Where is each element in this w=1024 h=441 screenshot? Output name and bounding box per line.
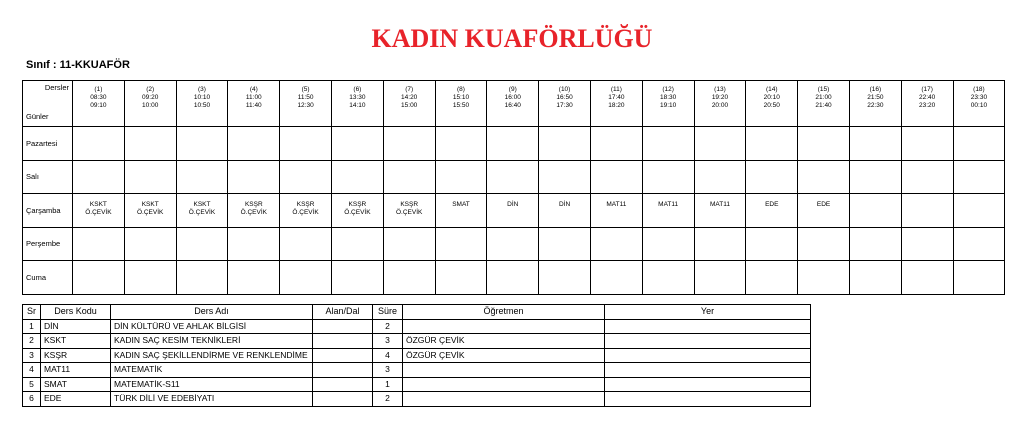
period-number: (10)	[558, 86, 571, 93]
lesson-name: KADIN SAÇ KESİM TEKNİKLERİ	[111, 334, 313, 349]
lesson-row	[23, 348, 811, 363]
duration: 3	[373, 334, 403, 349]
schedule-cell	[539, 160, 591, 194]
lesson-name: TÜRK DİLİ VE EDEBİYATI	[111, 392, 313, 407]
day-name: Perşembe	[23, 227, 73, 261]
day-row	[23, 160, 1005, 194]
schedule-cell	[798, 127, 850, 161]
lesson-code: DİN	[41, 319, 111, 334]
schedule-cell	[746, 227, 798, 261]
day-name: Pazartesi	[23, 127, 73, 161]
schedule-cell	[280, 194, 332, 228]
column-header: Süre	[373, 305, 403, 320]
day-row	[23, 127, 1005, 161]
lesson-code: MAT11	[41, 363, 111, 378]
schedule-cell	[73, 227, 125, 261]
schedule-cell	[176, 194, 228, 228]
schedule-cell	[487, 194, 539, 228]
period-number: (14)	[765, 86, 778, 93]
location	[605, 319, 811, 334]
lesson-row	[23, 319, 811, 334]
schedule-cell	[73, 194, 125, 228]
period-start-time: 21:50	[867, 94, 884, 101]
period-number: (4)	[249, 86, 258, 93]
schedule-cell	[228, 160, 280, 194]
schedule-cell	[590, 227, 642, 261]
period-number: (9)	[508, 86, 517, 93]
schedule-cell	[849, 160, 901, 194]
lesson-entry	[332, 194, 383, 217]
field-branch	[313, 363, 373, 378]
period-start-time: 15:10	[452, 94, 470, 101]
lesson-code: EDE	[816, 201, 831, 208]
duration: 3	[373, 363, 403, 378]
column-header: Yer	[605, 305, 811, 320]
schedule-cell	[280, 261, 332, 295]
schedule-cell	[590, 160, 642, 194]
row-number: 4	[23, 363, 41, 378]
duration: 2	[373, 319, 403, 334]
lesson-table-header	[23, 305, 811, 320]
weekly-schedule-table	[22, 80, 1005, 295]
days-label: Günler	[26, 112, 49, 121]
day-name: Cuma	[23, 261, 73, 295]
period-header	[73, 81, 125, 127]
period-header	[539, 81, 591, 127]
schedule-cell	[798, 227, 850, 261]
lesson-entry	[436, 194, 487, 209]
lesson-entry	[73, 194, 124, 217]
period-end-time: 16:40	[504, 102, 521, 109]
period-header	[435, 81, 487, 127]
schedule-cell	[487, 227, 539, 261]
location	[605, 377, 811, 392]
lesson-code: DİN	[507, 201, 519, 208]
period-number: (17)	[921, 86, 933, 93]
schedule-cell	[435, 127, 487, 161]
schedule-cell	[435, 227, 487, 261]
lesson-name: KADIN SAÇ ŞEKİLLENDİRME VE RENKLENDİME	[111, 348, 313, 363]
schedule-cell	[73, 127, 125, 161]
period-number: (6)	[353, 86, 362, 93]
period-number: (18)	[973, 86, 985, 93]
period-start-time: 08:30	[90, 94, 107, 101]
period-number: (5)	[301, 86, 310, 93]
lesson-row	[23, 334, 811, 349]
schedule-cell	[798, 194, 850, 228]
lesson-entry	[695, 194, 746, 209]
period-end-time: 10:50	[193, 102, 211, 109]
schedule-cell	[73, 261, 125, 295]
schedule-cell	[746, 160, 798, 194]
schedule-cell	[642, 227, 694, 261]
schedule-cell	[901, 127, 953, 161]
period-header	[124, 81, 176, 127]
lesson-name: MATEMATİK	[111, 363, 313, 378]
schedule-cell	[124, 227, 176, 261]
field-branch	[313, 348, 373, 363]
lesson-row	[23, 377, 811, 392]
schedule-cell	[849, 127, 901, 161]
period-number: (16)	[869, 86, 882, 93]
day-row	[23, 261, 1005, 295]
period-end-time: 23:20	[919, 102, 936, 109]
schedule-cell	[849, 261, 901, 295]
schedule-cell	[953, 127, 1005, 161]
lesson-code: MAT11	[709, 201, 730, 208]
schedule-cell	[331, 194, 383, 228]
period-header	[331, 81, 383, 127]
lesson-code: SMAT	[41, 377, 111, 392]
period-number: (7)	[405, 86, 414, 93]
schedule-cell	[539, 261, 591, 295]
field-branch	[313, 377, 373, 392]
schedule-cell	[901, 194, 953, 228]
lesson-entry	[591, 194, 642, 209]
lesson-code: KSŞR	[348, 201, 367, 208]
lesson-teacher: Ö.ÇEVİK	[240, 209, 267, 216]
period-end-time: 15:00	[401, 102, 418, 109]
row-number: 2	[23, 334, 41, 349]
schedule-cell	[694, 261, 746, 295]
lesson-teacher: Ö.ÇEVİK	[188, 209, 216, 216]
schedule-cell	[124, 160, 176, 194]
period-start-time: 17:40	[608, 94, 625, 101]
schedule-cell	[590, 194, 642, 228]
schedule-cell	[642, 194, 694, 228]
lesson-teacher: Ö.ÇEVİK	[137, 209, 164, 216]
column-header: Öğretmen	[403, 305, 605, 320]
lesson-code: KSKT	[41, 334, 111, 349]
lesson-code: KSKT	[141, 201, 159, 208]
period-header	[228, 81, 280, 127]
lesson-entry	[228, 194, 279, 217]
period-end-time: 15:50	[452, 102, 470, 109]
day-row	[23, 194, 1005, 228]
column-header: Ders Adı	[111, 305, 313, 320]
period-header	[694, 81, 746, 127]
period-number: (12)	[662, 86, 674, 93]
period-end-time: 22:30	[867, 102, 884, 109]
period-header	[746, 81, 798, 127]
lesson-entry	[384, 194, 435, 217]
schedule-cell	[383, 127, 435, 161]
location	[605, 392, 811, 407]
location	[605, 348, 811, 363]
period-start-time: 20:10	[763, 94, 780, 101]
lesson-entry	[487, 194, 538, 209]
lesson-teacher: Ö.ÇEVİK	[344, 209, 371, 216]
period-number: (8)	[457, 86, 465, 93]
period-end-time: 19:10	[660, 102, 677, 109]
period-start-time: 16:00	[504, 94, 521, 101]
schedule-cell	[383, 194, 435, 228]
period-start-time: 13:30	[349, 94, 366, 101]
schedule-cell	[694, 127, 746, 161]
period-number: (1)	[94, 86, 103, 93]
lesson-row	[23, 363, 811, 378]
schedule-cell	[176, 127, 228, 161]
field-branch	[313, 334, 373, 349]
schedule-cell	[487, 261, 539, 295]
lesson-code: EDE	[41, 392, 111, 407]
schedule-cell	[539, 194, 591, 228]
duration: 2	[373, 392, 403, 407]
schedule-cell	[901, 261, 953, 295]
lesson-entry	[798, 194, 849, 209]
period-number: (13)	[714, 86, 726, 93]
schedule-cell	[953, 261, 1005, 295]
period-end-time: 20:00	[711, 102, 729, 109]
period-end-time: 10:00	[142, 102, 159, 109]
field-branch	[313, 319, 373, 334]
schedule-cell	[124, 127, 176, 161]
schedule-cell	[487, 127, 539, 161]
period-start-time: 21:00	[815, 94, 832, 101]
period-end-time: 09:10	[90, 102, 107, 109]
period-start-time: 10:10	[193, 94, 211, 101]
schedule-cell	[280, 160, 332, 194]
schedule-cell	[331, 160, 383, 194]
lesson-code: KSŞR	[400, 201, 419, 208]
schedule-cell	[331, 227, 383, 261]
schedule-cell	[487, 160, 539, 194]
schedule-cell	[73, 160, 125, 194]
schedule-cell	[228, 261, 280, 295]
schedule-cell	[176, 227, 228, 261]
class-label: Sınıf : 11-KKUAFÖR	[26, 59, 130, 71]
period-header	[953, 81, 1005, 127]
schedule-cell	[228, 227, 280, 261]
schedule-cell	[590, 261, 642, 295]
period-header	[176, 81, 228, 127]
schedule-cell	[435, 261, 487, 295]
teacher-name	[403, 319, 605, 334]
teacher-name	[403, 377, 605, 392]
schedule-cell	[746, 261, 798, 295]
lesson-name: DİN KÜLTÜRÜ VE AHLAK BİLGİSİ	[111, 319, 313, 334]
period-end-time: 12:30	[297, 102, 314, 109]
period-header	[849, 81, 901, 127]
schedule-cell	[746, 194, 798, 228]
period-start-time: 16:50	[556, 94, 573, 101]
lesson-teacher: Ö.ÇEVİK	[292, 209, 319, 216]
period-end-time: 21:40	[815, 102, 832, 109]
lesson-code: MAT11	[658, 201, 679, 208]
column-header: Alan/Dal	[313, 305, 373, 320]
period-end-time: 14:10	[349, 102, 366, 109]
lesson-code: KSŞR	[244, 201, 263, 208]
period-header	[798, 81, 850, 127]
teacher-name	[403, 363, 605, 378]
schedule-cell	[176, 261, 228, 295]
period-header	[383, 81, 435, 127]
period-header	[642, 81, 694, 127]
lesson-code: KSŞR	[41, 348, 111, 363]
schedule-cell	[383, 160, 435, 194]
period-start-time: 11:50	[297, 94, 314, 101]
schedule-cell	[124, 261, 176, 295]
schedule-cell	[228, 194, 280, 228]
lesson-entry	[177, 194, 228, 217]
duration: 4	[373, 348, 403, 363]
schedule-cell	[383, 227, 435, 261]
period-number: (2)	[146, 86, 155, 93]
schedule-cell	[642, 127, 694, 161]
period-start-time: 19:20	[711, 94, 729, 101]
period-start-time: 09:20	[142, 94, 159, 101]
schedule-cell	[228, 127, 280, 161]
schedule-cell	[798, 160, 850, 194]
teacher-name: ÖZGÜR ÇEVİK	[403, 334, 605, 349]
schedule-cell	[435, 160, 487, 194]
lesson-entry	[643, 194, 694, 209]
schedule-cell	[539, 127, 591, 161]
period-start-time: 18:30	[660, 94, 677, 101]
periods-label: Dersler	[44, 83, 69, 92]
schedule-cell	[280, 127, 332, 161]
lesson-code: EDE	[765, 201, 779, 208]
lesson-code: KSKT	[193, 201, 211, 208]
period-end-time: 17:30	[556, 102, 573, 109]
period-header	[901, 81, 953, 127]
schedule-cell	[953, 194, 1005, 228]
schedule-cell	[849, 194, 901, 228]
row-number: 6	[23, 392, 41, 407]
schedule-cell	[642, 160, 694, 194]
schedule-cell	[331, 261, 383, 295]
period-number: (3)	[198, 86, 206, 93]
lesson-code: SMAT	[452, 201, 470, 208]
schedule-header-row	[23, 81, 1005, 127]
day-row	[23, 227, 1005, 261]
row-number: 5	[23, 377, 41, 392]
schedule-cell	[694, 194, 746, 228]
teacher-name	[403, 392, 605, 407]
column-header: Ders Kodu	[41, 305, 111, 320]
period-start-time: 22:40	[919, 94, 936, 101]
row-number: 1	[23, 319, 41, 334]
page-title: KADIN KUAFÖRLÜĞÜ	[371, 24, 653, 53]
lesson-code: KSKT	[89, 201, 107, 208]
period-end-time: 11:40	[245, 102, 262, 109]
schedule-cell	[539, 227, 591, 261]
period-start-time: 11:00	[245, 94, 262, 101]
teacher-name: ÖZGÜR ÇEVİK	[403, 348, 605, 363]
period-start-time: 23:30	[970, 94, 988, 101]
period-header	[280, 81, 332, 127]
lesson-teacher: Ö.ÇEVİK	[85, 209, 112, 216]
day-name: Salı	[23, 160, 73, 194]
schedule-cell	[953, 227, 1005, 261]
lesson-entry	[280, 194, 331, 217]
duration: 1	[373, 377, 403, 392]
schedule-cell	[176, 160, 228, 194]
schedule-cell	[331, 127, 383, 161]
period-number: (15)	[817, 86, 830, 93]
lesson-list-table	[22, 304, 811, 407]
schedule-cell	[901, 227, 953, 261]
lesson-entry	[746, 194, 797, 209]
period-header	[590, 81, 642, 127]
location	[605, 363, 811, 378]
schedule-cell	[953, 160, 1005, 194]
schedule-cell	[901, 160, 953, 194]
day-name: Çarşamba	[23, 194, 73, 228]
lesson-entry	[125, 194, 176, 217]
schedule-cell	[746, 127, 798, 161]
period-number: (11)	[610, 86, 622, 93]
schedule-corner-cell	[23, 81, 73, 127]
schedule-cell	[798, 261, 850, 295]
period-start-time: 14:20	[401, 94, 418, 101]
lesson-entry	[539, 194, 590, 209]
schedule-cell	[435, 194, 487, 228]
schedule-cell	[642, 261, 694, 295]
period-header	[487, 81, 539, 127]
lesson-teacher: Ö.ÇEVİK	[395, 209, 423, 216]
schedule-cell	[694, 160, 746, 194]
period-end-time: 20:50	[763, 102, 780, 109]
schedule-cell	[383, 261, 435, 295]
lesson-code: DİN	[558, 201, 571, 208]
column-header: Sr	[23, 305, 41, 320]
schedule-cell	[124, 194, 176, 228]
period-end-time: 18:20	[608, 102, 625, 109]
schedule-cell	[280, 227, 332, 261]
lesson-row	[23, 392, 811, 407]
period-end-time: 00:10	[970, 102, 988, 109]
schedule-cell	[694, 227, 746, 261]
schedule-cell	[849, 227, 901, 261]
lesson-code: MAT11	[606, 201, 627, 208]
field-branch	[313, 392, 373, 407]
schedule-cell	[590, 127, 642, 161]
lesson-name: MATEMATİK-S11	[111, 377, 313, 392]
lesson-code: KSŞR	[296, 201, 315, 208]
location	[605, 334, 811, 349]
row-number: 3	[23, 348, 41, 363]
